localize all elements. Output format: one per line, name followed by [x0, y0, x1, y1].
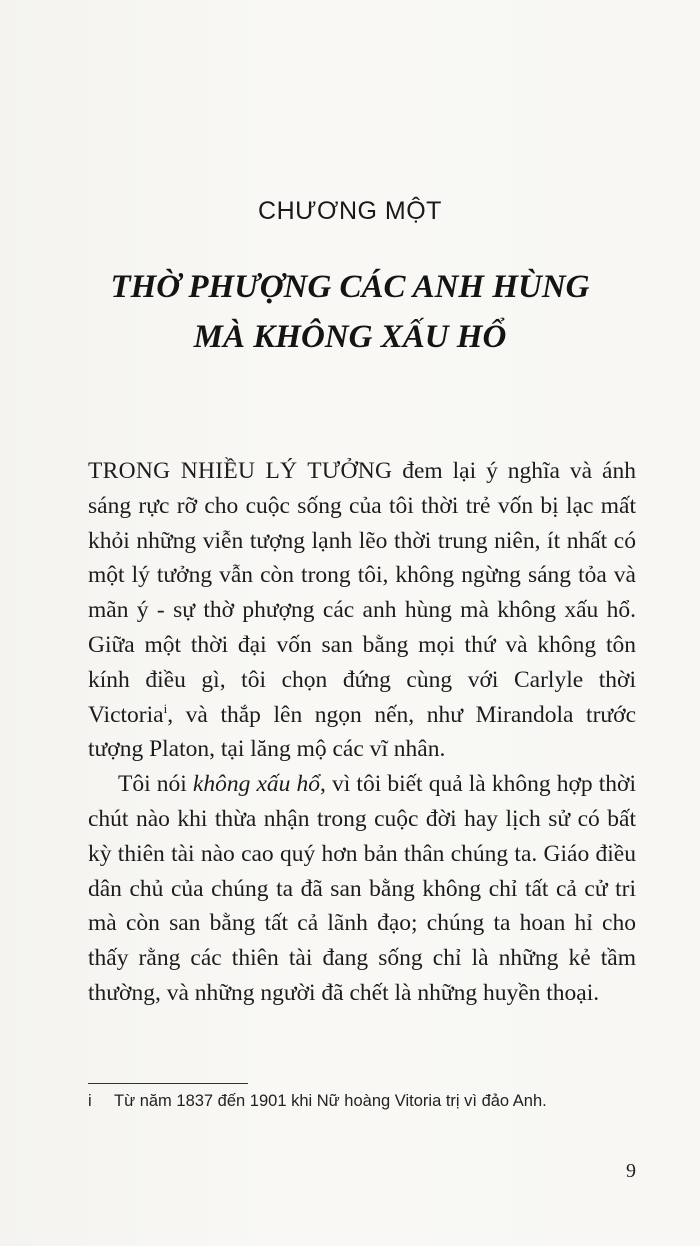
paragraph-1-text-b: , và thắp lên ngọn nến, như Mirandola trước tượng Platon, tại lăng mộ các vĩ nhân. — [88, 701, 636, 763]
paragraph-1-text-a: đem lại ý nghĩa và ánh sáng rực rỡ cho cuộc sống của tôi thời trẻ vốn bị lạc mất khỏi những viễn tượng lạnh lẽo thời trung niên, ít nhất có một lý tưởng vẫn còn trong tôi, không ngừng sáng tỏa và mãn ý - sự thờ phượng các anh hùng mà không xấu hổ. Giữa một thời đại vốn san bằng mọi thứ và không tôn kính điều gì, tôi chọn đứng cùng với Carlyle thời Victoria — [88, 458, 636, 728]
chapter-title-line-1: THỜ PHƯỢNG CÁC ANH HÙNG — [110, 269, 590, 305]
footnote-divider — [88, 1083, 248, 1084]
body-text — [88, 454, 636, 1011]
footnote — [88, 1092, 648, 1111]
chapter-title — [0, 262, 700, 362]
paragraph-2-text-a: Tôi nói — [118, 771, 193, 798]
paragraph-2-text-b: , vì tôi biết quả là không hợp thời chút nào khi thừa nhận trong cuộc đời hay lịch sử có bất kỳ thiên tài nào cao quý hơn bản thân chúng ta. Giáo điều dân chủ của chúng ta đã san bằng không chỉ tất cả cử tri mà còn san bằng tất cả lãnh đạo; chúng ta hoan hỉ cho thấy rằng các thiên tài đang sống chỉ là những kẻ tầm thường, và những người đã chết là những huyền thoại. — [88, 771, 636, 1006]
chapter-label: CHƯƠNG MỘT — [258, 197, 442, 225]
footnote-reference: i — [163, 700, 168, 716]
chapter-title-line-2: MÀ KHÔNG XẤU HỔ — [193, 319, 507, 355]
paragraph-2 — [88, 767, 636, 1011]
footnote-mark: i — [88, 1092, 92, 1110]
page-number: 9 — [626, 1160, 636, 1182]
paragraph-1-lead: TRONG NHIỀU LÝ TƯỞNG — [88, 458, 393, 484]
paragraph-2-italic: không xấu hổ — [192, 771, 321, 798]
footnote-text: Từ năm 1837 đến 1901 khi Nữ hoàng Vitoria trị vì đảo Anh. — [114, 1092, 547, 1110]
show-through-texture — [95, 45, 675, 79]
paragraph-1 — [88, 454, 636, 767]
